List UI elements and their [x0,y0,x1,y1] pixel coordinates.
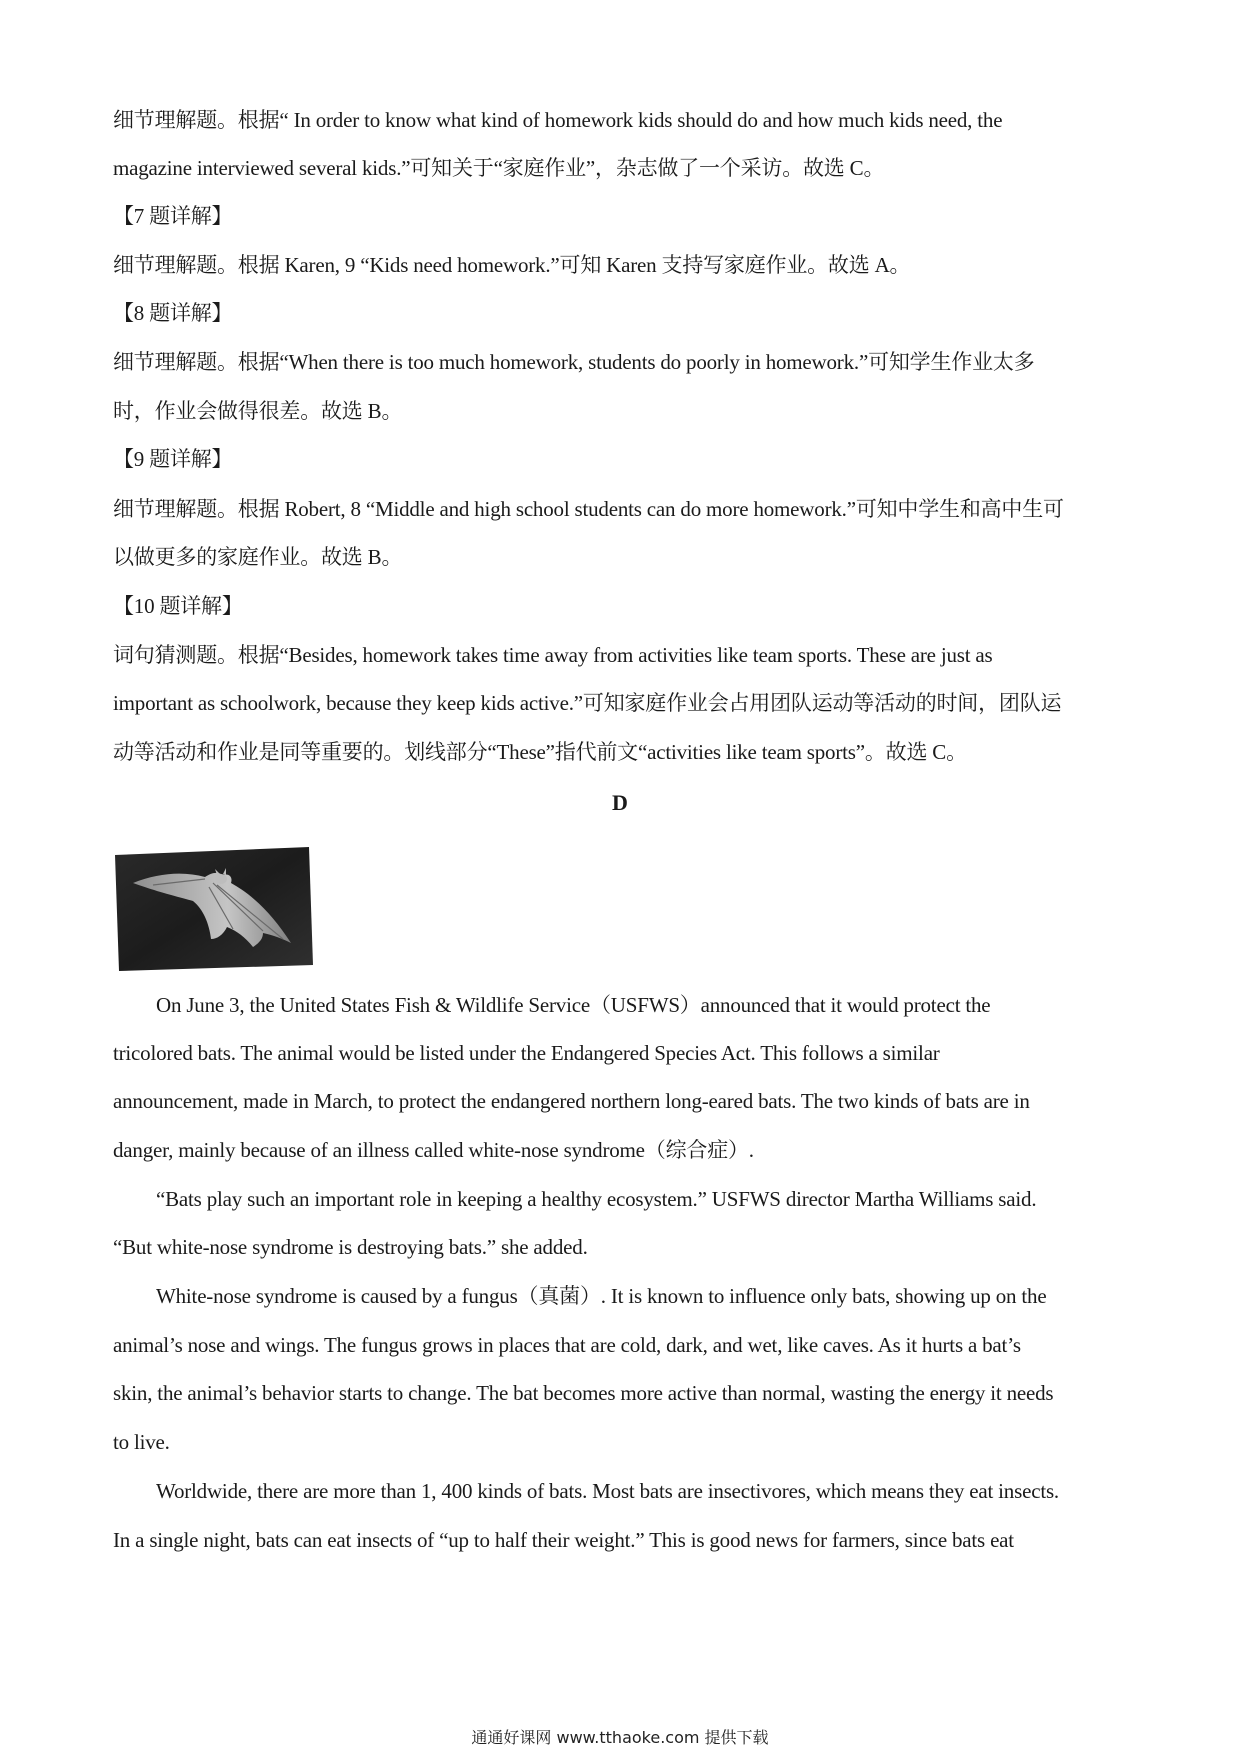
q10-explanation-line-1: 词句猜测题。根据“Besides, homework takes time away from activities like team sports. These are just as [113,643,993,667]
bat-photo [113,843,313,971]
passage-p3-line-3: skin, the animal’s behavior starts to change. The bat becomes more active than normal, wasting the energy it needs [113,1381,1054,1405]
q10-heading: 【10 题详解】 [113,594,243,618]
passage-p1-line-4: danger, mainly because of an illness called white-nose syndrome（综合症）. [113,1138,754,1162]
passage-p3-line-4: to live. [113,1430,170,1454]
q6-explanation-line-1: 细节理解题。根据“ In order to know what kind of homework kids should do and how much kids need, the [113,108,1003,132]
passage-p2-line-2: “But white-nose syndrome is destroying bats.” she added. [113,1235,588,1259]
passage-p3-line-1: White-nose syndrome is caused by a fungus（真菌）. It is known to influence only bats, showing up on the [156,1284,1047,1308]
q8-explanation-line-1: 细节理解题。根据“When there is too much homework, students do poorly in homework.”可知学生作业太多 [113,350,1035,374]
q10-explanation-line-2: important as schoolwork, because they keep kids active.”可知家庭作业会占用团队运动等活动的时间，团队运 [113,691,1062,715]
passage-p2-line-1: “Bats play such an important role in keeping a healthy ecosystem.” USFWS director Martha Williams said. [156,1187,1037,1211]
q10-explanation-line-3: 动等活动和作业是同等重要的。划线部分“These”指代前文“activities like team sports”。故选 C。 [113,740,967,764]
footer-source: 通通好课网 www.tthaoke.com 提供下载 [471,1728,769,1747]
q7-heading: 【7 题详解】 [113,204,233,228]
q9-heading: 【9 题详解】 [113,447,233,471]
passage-p4-line-2: In a single night, bats can eat insects of “up to half their weight.” This is good news for farmers, since bats eat [113,1528,1014,1552]
passage-p1-line-2: tricolored bats. The animal would be listed under the Endangered Species Act. This follows a similar [113,1041,940,1065]
q8-heading: 【8 题详解】 [113,301,233,325]
passage-p1-line-3: announcement, made in March, to protect the endangered northern long-eared bats. The two kinds of bats are in [113,1089,1030,1113]
passage-p1-line-1: On June 3, the United States Fish & Wildlife Service（USFWS）announced that it would protect the [156,993,991,1017]
q7-explanation-line-1: 细节理解题。根据 Karen, 9 “Kids need homework.”可知 Karen 支持写家庭作业。故选 A。 [113,253,911,277]
bat-image-icon [113,843,313,971]
q6-explanation-line-2: magazine interviewed several kids.”可知关于“家庭作业”，杂志做了一个采访。故选 C。 [113,156,885,180]
passage-p3-line-2: animal’s nose and wings. The fungus grows in places that are cold, dark, and wet, like caves. As it hurts a bat’s [113,1333,1021,1357]
q8-explanation-line-2: 时，作业会做得很差。故选 B。 [113,399,403,423]
q9-explanation-line-2: 以做更多的家庭作业。故选 B。 [113,545,403,569]
section-d-heading: D [612,790,628,815]
q9-explanation-line-1: 细节理解题。根据 Robert, 8 “Middle and high school students can do more homework.”可知中学生和高中生可 [113,497,1064,521]
passage-p4-line-1: Worldwide, there are more than 1, 400 kinds of bats. Most bats are insectivores, which means they eat insects. [156,1479,1059,1503]
